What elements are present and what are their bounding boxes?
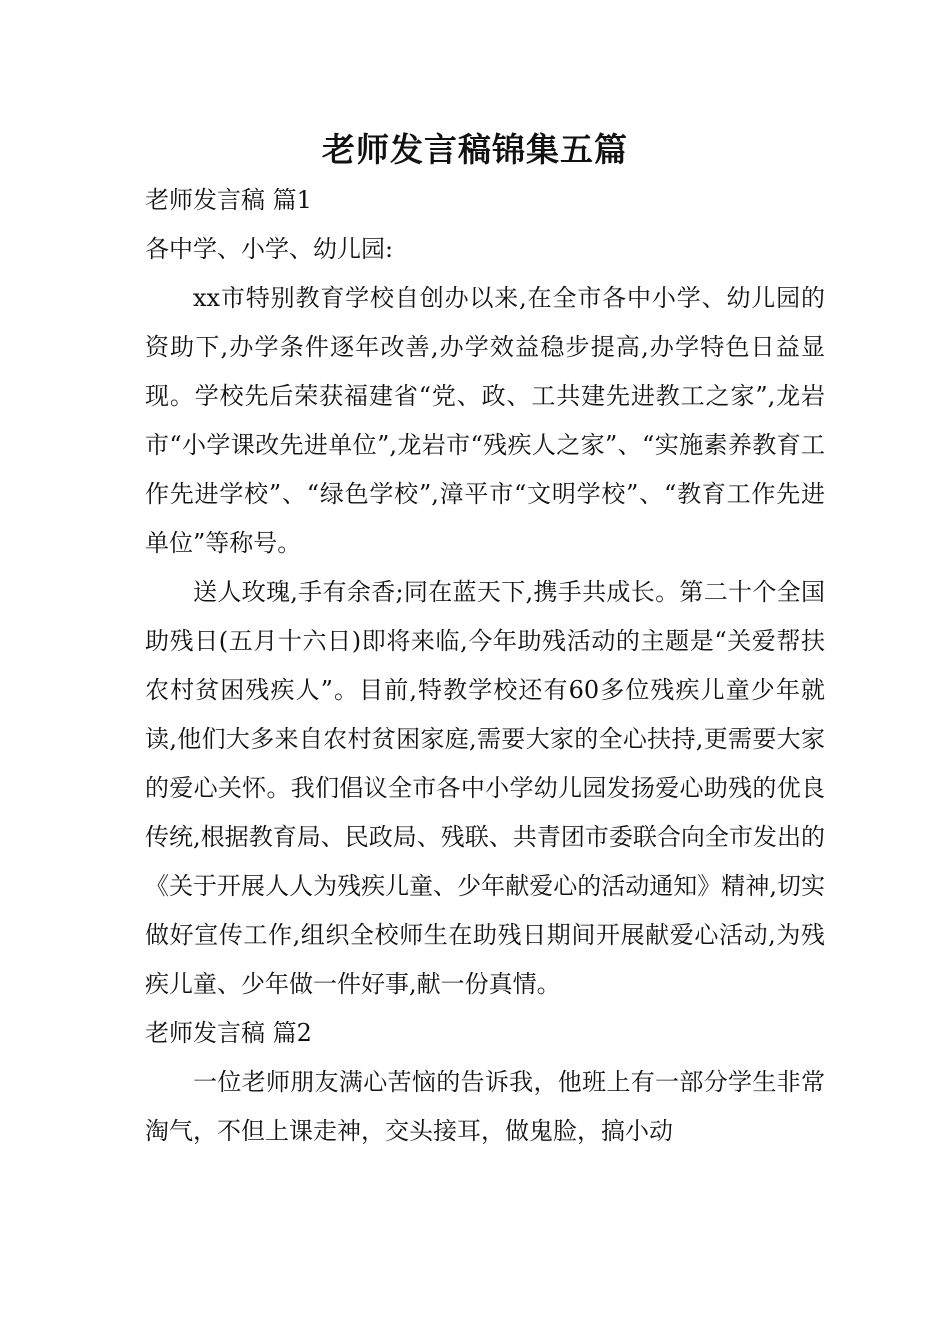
document-title: 老师发言稿锦集五篇 [322, 130, 628, 169]
paragraph-3: 一位老师朋友满心苦恼的告诉我，他班上有一部分学生非常淘气，不但上课走神，交头接耳，做鬼脸，搞小动 [145, 1068, 825, 1145]
section-heading-2: 老师发言稿 篇2 [145, 1019, 312, 1047]
salutation: 各中学、小学、幼儿园: [145, 235, 394, 263]
paragraph-2: 送人玫瑰,手有余香;同在蓝天下,携手共成长。第二十个全国助残日(五月十六日)即将来临,今年助残活动的主题是“关爱帮扶农村贫困残疾人”。目前,特教学校还有60多位残疾儿童少年就读,他们大多来自农村贫困家庭,需要大家的全心扶持,更需要大家的爱心关怀。我们倡议全市各中小学幼儿园发扬爱心助残的优良传统,根据教育局、民政局、残联、共青团市委联合向全市发出的《关于开展人人为残疾儿童、少年献爱心的活动通知》精神,切实做好宣传工作,组织全校师生在助残日期间开展献爱心活动,为残疾儿童、少年做一件好事,献一份真情。 [145, 578, 825, 998]
paragraph-1: xx市特别教育学校自创办以来,在全市各中小学、幼儿园的资助下,办学条件逐年改善,办学效益稳步提高,办学特色日益显现。学校先后荣获福建省“党、政、工共建先进教工之家”,龙岩市“小学课改先进单位”,龙岩市“残疾人之家”、“实施素养教育工作先进学校”、“绿色学校”,漳平市“文明学校”、“教育工作先进单位”等称号。 [145, 284, 825, 557]
section-heading-1: 老师发言稿 篇1 [145, 186, 312, 214]
document-body [145, 176, 825, 1156]
